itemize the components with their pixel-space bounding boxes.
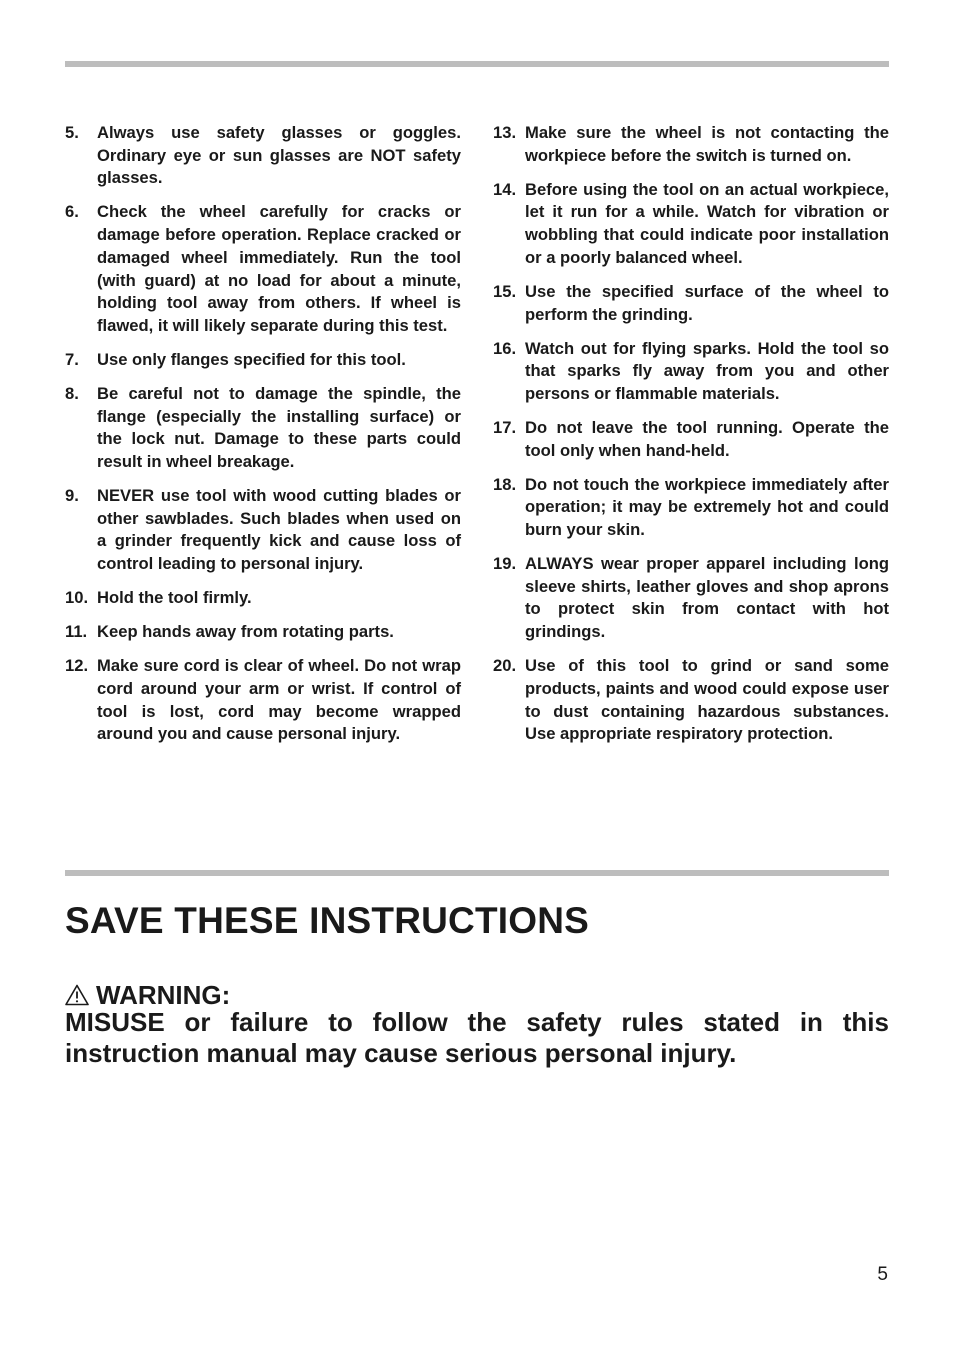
- item-text: Check the wheel carefully for cracks or damage before operation. Replace cracked or damaged wheel immediately. Run the tool (with guard) at no load for about a minute, holding tool away from others. If wheel is flawed, it will likely separate during this test.: [97, 202, 461, 335]
- instructions-right-column: [493, 122, 889, 757]
- item-text: ALWAYS wear proper apparel including long sleeve shirts, leather gloves and shop aprons to protect skin from contact with hot grindings.: [525, 554, 889, 642]
- item-text: Use of this tool to grind or sand some products, paints and wood could expose user to dust containing hazardous substances. Use appropriate respiratory protection.: [525, 656, 889, 744]
- item-text: Use the specified surface of the wheel to perform the grinding.: [525, 281, 889, 324]
- page-number: 5: [877, 1264, 888, 1285]
- item-text: Make sure the wheel is not contacting the workpiece before the switch is turned on.: [525, 123, 889, 165]
- item-text: Make sure cord is clear of wheel. Do not wrap cord around your arm or wrist. If control of tool is lost, cord may become wrapped around you and cause personal injury.: [97, 656, 461, 744]
- item-number: 17.: [493, 417, 517, 437]
- item-number: 20.: [493, 656, 517, 676]
- list-item: [493, 553, 889, 644]
- list-item: [65, 485, 461, 576]
- list-item: [65, 621, 461, 644]
- list-item: [493, 655, 889, 746]
- instructions-left-column: [65, 122, 461, 757]
- item-text: Watch out for flying sparks. Hold the tool so that sparks fly away from you and other persons or flammable materials.: [525, 338, 889, 403]
- list-item: [493, 281, 889, 326]
- item-number: 13.: [493, 123, 517, 142]
- item-number: 14.: [493, 179, 517, 199]
- list-item: [493, 179, 889, 270]
- warning-label: WARNING:: [96, 980, 231, 1010]
- item-number: 6.: [65, 202, 79, 222]
- list-item: [65, 655, 461, 746]
- list-item: [65, 383, 461, 474]
- top-divider: [65, 61, 889, 67]
- item-number: 16.: [493, 338, 517, 358]
- section-divider: [65, 870, 889, 876]
- item-text: Be careful not to damage the spindle, the flange (especially the installing surface) or the lock nut. Damage to these parts could result in wheel breakage.: [97, 383, 461, 472]
- list-item: [65, 201, 461, 337]
- list-item: [65, 349, 461, 372]
- item-number: 7.: [65, 349, 79, 369]
- item-number: 18.: [493, 474, 517, 494]
- list-item: [493, 338, 889, 406]
- list-item: [493, 122, 889, 167]
- item-text: Do not touch the workpiece immediately after operation; it may be extremely hot and could burn your skin.: [525, 474, 889, 540]
- item-text: Hold the tool firmly.: [97, 588, 252, 608]
- item-text: Before using the tool on an actual workpiece, let it run for a while. Watch for vibration or wobbling that could indicate poor installation or a poorly balanced wheel.: [525, 179, 889, 267]
- list-item: [493, 474, 889, 542]
- item-number: 12.: [65, 656, 89, 676]
- save-instructions-heading: SAVE THESE INSTRUCTIONS: [65, 900, 590, 941]
- item-number: 5.: [65, 123, 79, 142]
- list-item: [493, 417, 889, 462]
- item-text: Use only flanges specified for this tool.: [97, 349, 406, 369]
- warning-triangle-icon: [65, 984, 89, 1006]
- item-text: Keep hands away from rotating parts.: [97, 622, 394, 642]
- item-text: Do not leave the tool running. Operate the tool only when hand-held.: [525, 417, 889, 460]
- item-text: NEVER use tool with wood cutting blades or other sawblades. Such blades when used on a grinder frequently kick and cause loss of control leading to personal injury.: [97, 486, 461, 574]
- item-number: 19.: [493, 554, 517, 574]
- item-number: 9.: [65, 486, 79, 506]
- item-text: Always use safety glasses or goggles. Ordinary eye or sun glasses are NOT safety glasses.: [97, 123, 461, 188]
- item-number: 11.: [65, 622, 88, 642]
- item-number: 8.: [65, 383, 79, 403]
- warning-text: MISUSE or failure to follow the safety rules stated in this instruction manual may cause serious personal injury.: [65, 1007, 889, 1068]
- item-number: 10.: [65, 588, 89, 608]
- list-item: [65, 587, 461, 610]
- item-number: 15.: [493, 281, 517, 301]
- list-item: [65, 122, 461, 190]
